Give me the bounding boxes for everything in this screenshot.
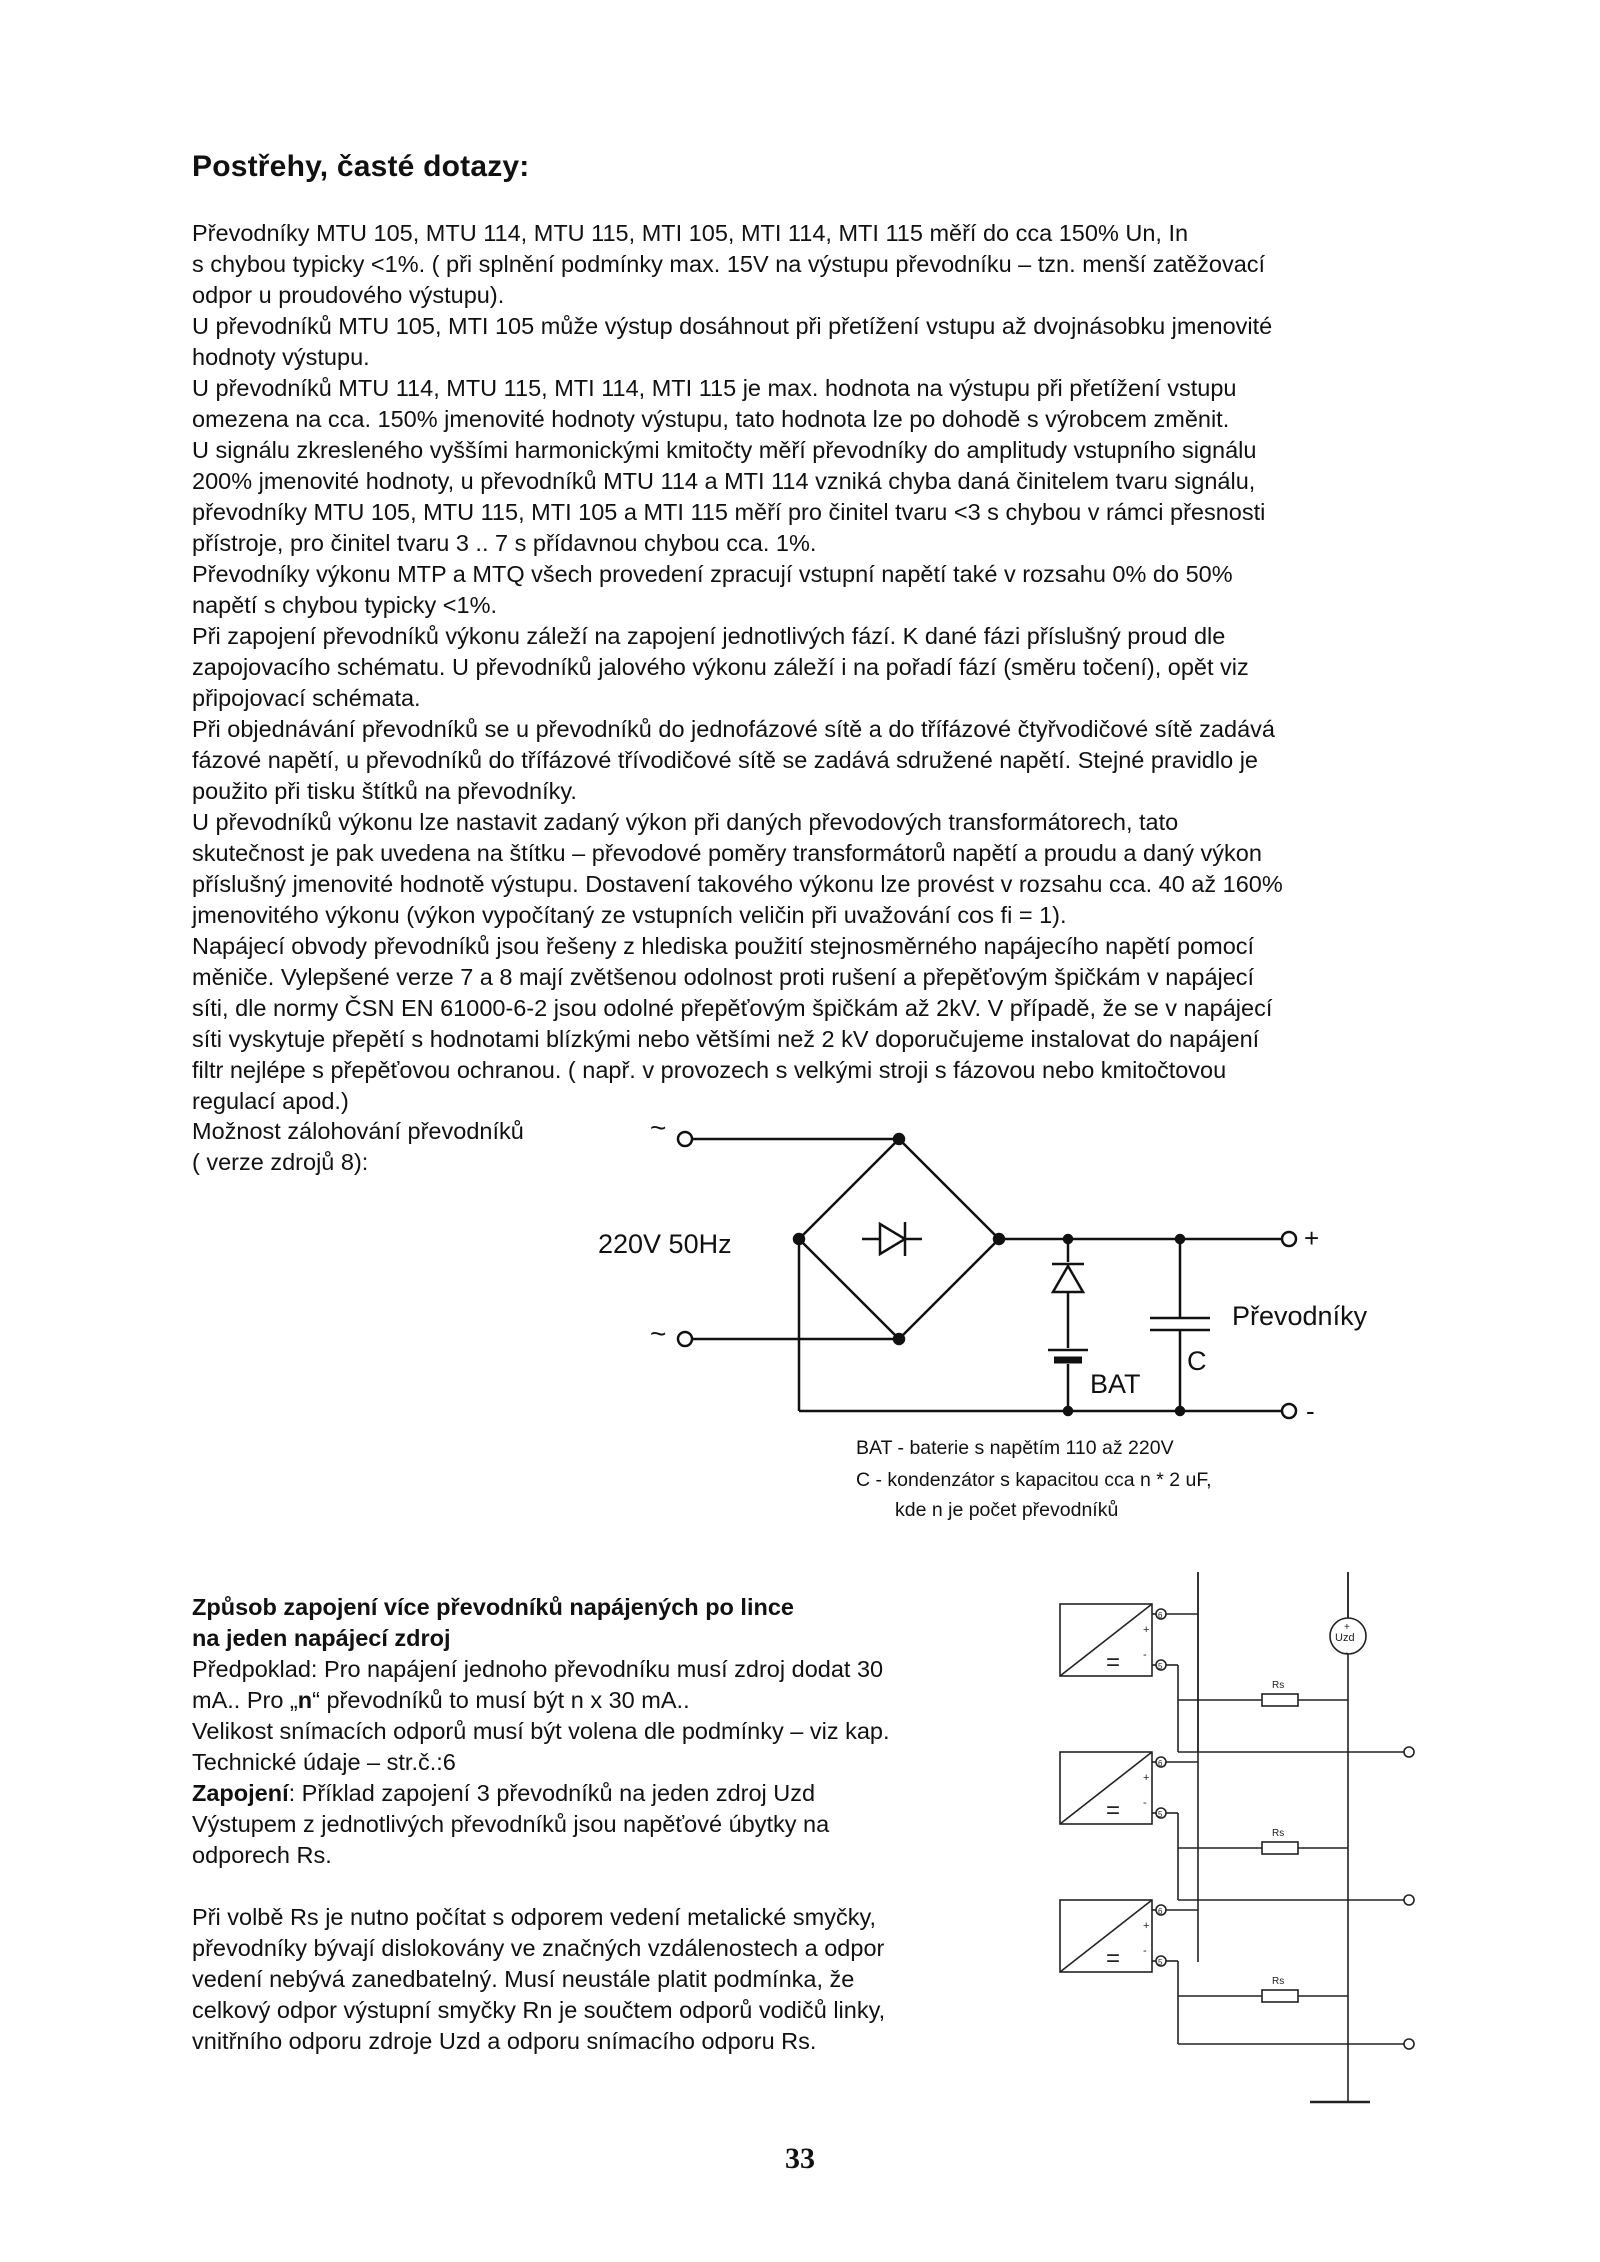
body-line: síti, dle normy ČSN EN 61000-6-2 jsou odolné přepěťovým špičkám až 2kV. V případě, že se v napájecí [192, 995, 1273, 1021]
converter-symbol: = [1106, 1649, 1121, 1676]
text-line: mA.. Pro „n“ převodníků to musí být n x 30 mA.. [192, 1687, 690, 1713]
body-line: U převodníků MTU 105, MTI 105 může výstup dosáhnout při přetížení vstupu až dvojnásobku jmenovité [192, 313, 1273, 339]
body-line: napětí s chybou typicky <1%. [192, 592, 498, 618]
ups-label-line: ( verze zdrojů 8): [192, 1149, 369, 1175]
body-line: 200% jmenovité hodnoty, u převodníků MTU 114 a MTI 114 vzniká chyba daná činitelem tvaru signálu, [192, 468, 1256, 494]
text-line: Předpoklad: Pro napájení jednoho převodníku musí zdroj dodat 30 [192, 1656, 884, 1682]
text-line: Při volbě Rs je nutno počítat s odporem vedení metalické smyčky, [192, 1904, 876, 1930]
body-line: Při objednávání převodníků se u převodníků do jednofázové sítě a do třífázové čtyřvodičové sítě zadává [192, 716, 1275, 742]
pin-plus-label: + [1143, 1920, 1150, 1932]
text-line: vnitřního odporu zdroje Uzd a odporu snímacího odporu Rs. [192, 2028, 817, 2054]
terminal-bottom-label: 5 [1158, 1810, 1163, 1819]
legend-line: C - kondenzátor s kapacitou cca n * 2 uF, [856, 1469, 1212, 1491]
resistor-rs-icon [1262, 1694, 1298, 1706]
source-plus: + [1344, 1622, 1350, 1633]
resistor-rs-icon [1262, 1842, 1298, 1854]
pin-minus-label: - [1143, 1649, 1147, 1661]
body-line: zapojovacího schématu. U převodníků jalového výkonu záleží i na pořadí fází (směru točení), opět viz [192, 654, 1249, 680]
page-number: 33 [785, 2142, 815, 2175]
body-line: fázové napětí, u převodníků do třífázové třívodičové sítě se zadává sdružené napětí. Stejné pravidlo je [192, 747, 1258, 773]
body-line: přístroje, pro činitel tvaru 3 .. 7 s přídavnou chybou cca. 1%. [192, 530, 817, 556]
ac-symbol-top: ~ [650, 1112, 667, 1143]
body-line: odpor u proudového výstupu). [192, 282, 505, 308]
body-line: měniče. Vylepšené verze 7 a 8 mají zvětšenou odolnost proti rušení a přepěťovým špičkám v napájecí [192, 964, 1255, 990]
section-heading: na jeden napájecí zdroj [192, 1625, 451, 1651]
pin-minus-label: - [1143, 1797, 1147, 1809]
legend-line: BAT - baterie s napětím 110 až 220V [856, 1437, 1174, 1459]
text-line: odporech Rs. [192, 1842, 332, 1868]
converter-unit-3 [1060, 1900, 1414, 2049]
body-line: převodníky MTU 105, MTU 115, MTI 105 a MTI 115 měří pro činitel tvaru <3 s chybou v rámci přesnosti [192, 499, 1266, 525]
body-line: skutečnost je pak uvedena na štítku – převodové poměry transformátorů napětí a proudu a daný výkon [192, 840, 1262, 866]
body-line: Převodníky výkonu MTP a MTQ všech provedení zpracují vstupní napětí také v rozsahu 0% do 50% [192, 561, 1233, 587]
output-plus-label: + [1304, 1223, 1320, 1253]
text-line: Technické údaje – str.č.:6 [192, 1749, 456, 1775]
terminal-bottom-label: 5 [1158, 1958, 1163, 1967]
resistor-rs-icon [1262, 1990, 1298, 2002]
body-line: jmenovitého výkonu (výkon vypočítaný ze vstupních veličin při uvažování cos fi = 1). [192, 902, 1067, 928]
text-line: Zapojení: Příklad zapojení 3 převodníků na jeden zdroj Uzd [192, 1780, 816, 1806]
ups-label-line: Možnost zálohování převodníků [192, 1118, 524, 1144]
terminal-top-label: 6 [1158, 1611, 1163, 1620]
text-line: Velikost snímacích odporů musí být volena dle podmínky – viz kap. [192, 1718, 890, 1744]
body-line: Převodníky MTU 105, MTU 114, MTU 115, MTI 105, MTI 114, MTI 115 měří do cca 150% Un, In [192, 220, 1189, 246]
terminal-top-label: 6 [1158, 1759, 1163, 1768]
resistor-label: Rs [1272, 1976, 1285, 1987]
body-line: Napájecí obvody převodníků jsou řešeny z hlediska použití stejnosměrného napájecího napětí pomocí [192, 933, 1255, 959]
text-line: celkový odpor výstupní smyčky Rn je součtem odporů vodičů linky, [192, 1997, 886, 2023]
page-title: Postřehy, časté dotazy: [192, 150, 530, 183]
text-line: Výstupem z jednotlivých převodníků jsou napěťové úbytky na [192, 1811, 830, 1837]
body-line: příslušný jmenovité hodnotě výstupu. Dostavení takového výkonu lze provést v rozsahu cca. 40 až 160% [192, 871, 1283, 897]
body-line: U signálu zkresleného vyššími harmonickými kmitočty měří převodníky do amplitudy vstupního signálu [192, 437, 1257, 463]
body-line: regulací apod.) [192, 1088, 349, 1114]
body-line: U převodníků MTU 114, MTU 115, MTI 114, MTI 115 je max. hodnota na výstupu při přetížení vstupu [192, 375, 1237, 401]
body-line: připojovací schémata. [192, 685, 421, 711]
body-line: použito při tisku štítků na převodníky. [192, 778, 577, 804]
output-minus-label: - [1306, 1396, 1315, 1426]
terminal-top-label: 6 [1158, 1907, 1163, 1916]
converter-symbol: = [1106, 1797, 1121, 1824]
text-line: vedení nebývá zanedbatelný. Musí neustále platit podmínka, že [192, 1966, 855, 1992]
body-line: Při zapojení převodníků výkonu záleží na zapojení jednotlivých fází. K dané fázi příslušný proud dle [192, 623, 1226, 649]
section-heading: Způsob zapojení více převodníků napájených po lince [192, 1594, 794, 1620]
terminal-bottom-label: 5 [1158, 1662, 1163, 1671]
source-minus: - [1345, 1648, 1349, 1659]
body-line: U převodníků výkonu lze nastavit zadaný výkon při daných převodových transformátorech, tato [192, 809, 1179, 835]
body-line: omezena na cca. 150% jmenovité hodnoty výstupu, tato hodnota lze po dohodě s výrobcem změnit. [192, 406, 1230, 432]
converter-unit-2 [1060, 1752, 1414, 1905]
load-label: Převodníky [1232, 1301, 1368, 1331]
pin-plus-label: + [1143, 1624, 1150, 1636]
supply-voltage-label: 220V 50Hz [598, 1229, 732, 1259]
body-line: hodnoty výstupu. [192, 344, 370, 370]
resistor-label: Rs [1272, 1680, 1285, 1691]
battery-label: BAT [1090, 1369, 1141, 1399]
converter-symbol: = [1106, 1945, 1121, 1972]
body-line: s chybou typicky <1%. ( při splnění podmínky max. 15V na výstupu převodníku – tzn. menší zatěžovací [192, 251, 1266, 277]
pin-plus-label: + [1143, 1772, 1150, 1784]
body-line: síti vyskytuje přepětí s hodnotami blízkými nebo většími než 2 kV doporučujeme instalovat do napájení [192, 1026, 1260, 1052]
resistor-label: Rs [1272, 1828, 1285, 1839]
ac-symbol-bottom: ~ [650, 1318, 667, 1349]
pin-minus-label: - [1143, 1945, 1147, 1957]
legend-line: kde n je počet převodníků [895, 1499, 1119, 1521]
capacitor-label: C [1187, 1346, 1207, 1376]
body-line: filtr nejlépe s přepěťovou ochranou. ( např. v provozech s velkými stroji s fázovou nebo kmitočtovou [192, 1057, 1227, 1083]
source-label: Uzd [1335, 1632, 1355, 1644]
text-line: převodníky bývají dislokovány ve značných vzdálenostech a odpor [192, 1935, 885, 1961]
